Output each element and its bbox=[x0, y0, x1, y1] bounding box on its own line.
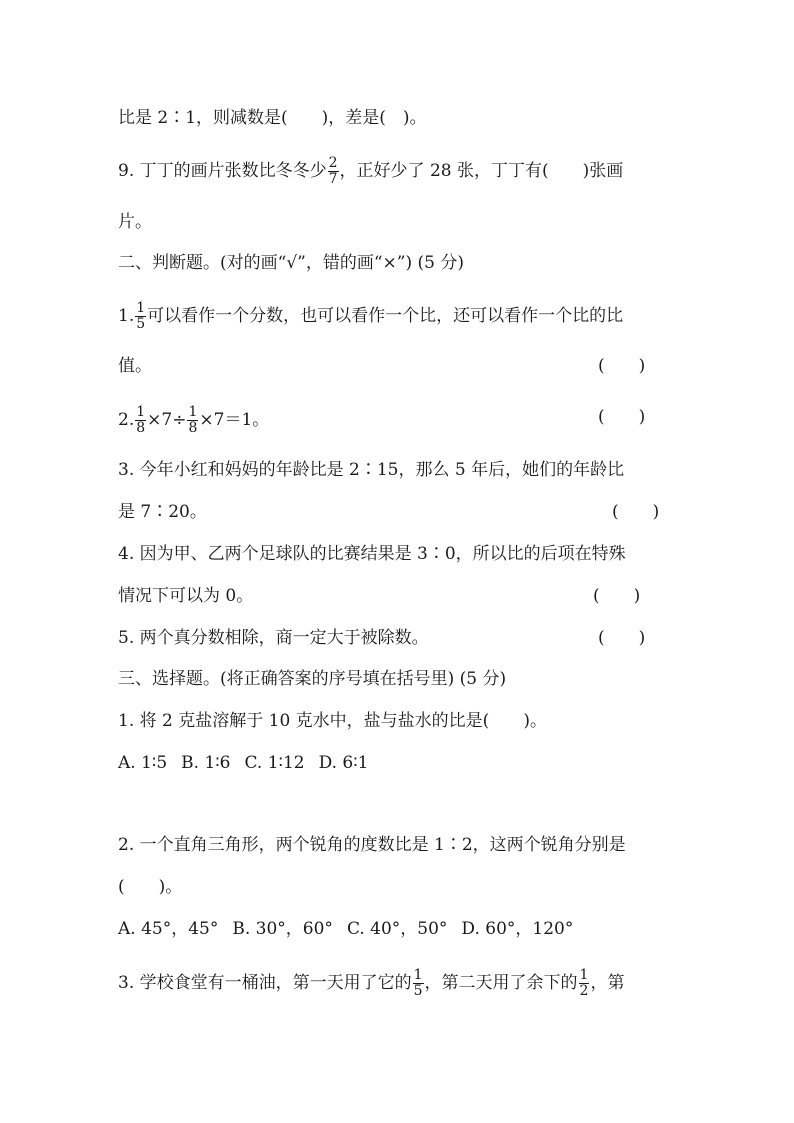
judge-2-f1-den: 8 bbox=[136, 420, 146, 436]
choice-3-f2-den: 2 bbox=[579, 983, 589, 999]
q9-line2: 片。 bbox=[118, 212, 152, 232]
judge-1-fraction bbox=[135, 301, 146, 332]
choice-3-prefix: 3. 学校食堂有一桶油，第一天用了它的 bbox=[118, 973, 412, 993]
choice-1-option-d[interactable]: D. 6∶1 bbox=[318, 753, 369, 773]
judge-2-f1-num: 1 bbox=[136, 404, 146, 420]
q8-continuation: 比是 2∶1，则减数是( )，差是( )。 bbox=[118, 108, 427, 128]
judge-1-frac-den: 5 bbox=[136, 316, 146, 332]
judge-2-num: 2. bbox=[118, 410, 135, 430]
choice-2-option-d[interactable]: D. 60°，120° bbox=[461, 919, 574, 939]
choice-3-fraction-1 bbox=[413, 968, 424, 999]
choice-2-line2: ( )。 bbox=[118, 877, 183, 897]
judge-2-f2-den: 8 bbox=[188, 420, 198, 436]
judge-1-answer-paren[interactable]: ( ) bbox=[598, 356, 646, 376]
choice-2-line1: 2. 一个直角三角形，两个锐角的度数比是 1∶2，这两个锐角分别是 bbox=[118, 835, 626, 855]
choice-1-options bbox=[118, 751, 382, 775]
choice-1-option-b[interactable]: B. 1∶6 bbox=[181, 753, 231, 773]
section3-heading: 三、选择题。(将正确答案的序号填在括号里) (5 分) bbox=[118, 669, 507, 689]
section2-heading: 二、判断题。(对的画“√”，错的画“×”) (5 分) bbox=[118, 253, 464, 273]
judge-item-2 bbox=[118, 405, 269, 436]
choice-3-mid: ，第二天用了余下的 bbox=[424, 973, 578, 993]
judge-2-fraction-2 bbox=[187, 405, 198, 436]
judge-1-line2: 值。 bbox=[118, 356, 152, 376]
judge-2-tail: ×7＝1。 bbox=[199, 410, 270, 430]
choice-1-option-a[interactable]: A. 1∶5 bbox=[118, 753, 168, 773]
q9-line1 bbox=[118, 156, 623, 187]
choice-2-options bbox=[118, 917, 587, 941]
judge-2-mid: ×7÷ bbox=[147, 410, 187, 430]
judge-4-answer-paren[interactable]: ( ) bbox=[593, 586, 641, 606]
choice-3-f1-den: 5 bbox=[413, 983, 423, 999]
judge-3-answer-paren[interactable]: ( ) bbox=[612, 502, 660, 522]
choice-2-option-a[interactable]: A. 45°，45° bbox=[118, 919, 219, 939]
choice-3-f1-num: 1 bbox=[413, 967, 423, 983]
judge-1-num: 1. bbox=[118, 306, 135, 326]
judge-2-fraction-1 bbox=[135, 405, 146, 436]
judge-3-line2: 是 7∶20。 bbox=[118, 502, 207, 522]
judge-2-f2-num: 1 bbox=[188, 404, 198, 420]
choice-1-question: 1. 将 2 克盐溶解于 10 克水中，盐与盐水的比是( )。 bbox=[118, 711, 547, 731]
q9-fraction bbox=[328, 156, 339, 187]
choice-2-option-c[interactable]: C. 40°，50° bbox=[346, 919, 448, 939]
judge-4-line2: 情况下可以为 0。 bbox=[118, 586, 254, 606]
judge-4-line1: 4. 因为甲、乙两个足球队的比赛结果是 3∶0，所以比的后项在特殊 bbox=[118, 544, 626, 564]
judge-5-answer-paren[interactable]: ( ) bbox=[598, 628, 646, 648]
judge-1-text: 可以看作一个分数，也可以看作一个比，还可以看作一个比的比 bbox=[147, 306, 624, 326]
choice-3-line1 bbox=[118, 968, 624, 999]
judge-5-line1: 5. 两个真分数相除，商一定大于被除数。 bbox=[118, 628, 429, 648]
q9-frac-den: 7 bbox=[328, 171, 338, 187]
judge-1-frac-num: 1 bbox=[136, 300, 146, 316]
judge-item-1 bbox=[118, 301, 623, 332]
judge-2-answer-paren[interactable]: ( ) bbox=[598, 407, 646, 427]
choice-2-option-b[interactable]: B. 30°，60° bbox=[232, 919, 333, 939]
choice-3-fraction-2 bbox=[579, 968, 590, 999]
judge-3-line1: 3. 今年小红和妈妈的年龄比是 2∶15，那么 5 年后，她们的年龄比 bbox=[118, 460, 625, 480]
choice-3-f2-num: 1 bbox=[579, 967, 589, 983]
choice-1-option-c[interactable]: C. 1∶12 bbox=[244, 753, 305, 773]
q9-suffix: ，正好少了 28 张，丁丁有( )张画 bbox=[339, 161, 624, 181]
q9-frac-num: 2 bbox=[328, 155, 338, 171]
choice-3-tail: ，第 bbox=[590, 973, 625, 993]
q9-prefix: 9. 丁丁的画片张数比冬冬少 bbox=[118, 161, 327, 181]
